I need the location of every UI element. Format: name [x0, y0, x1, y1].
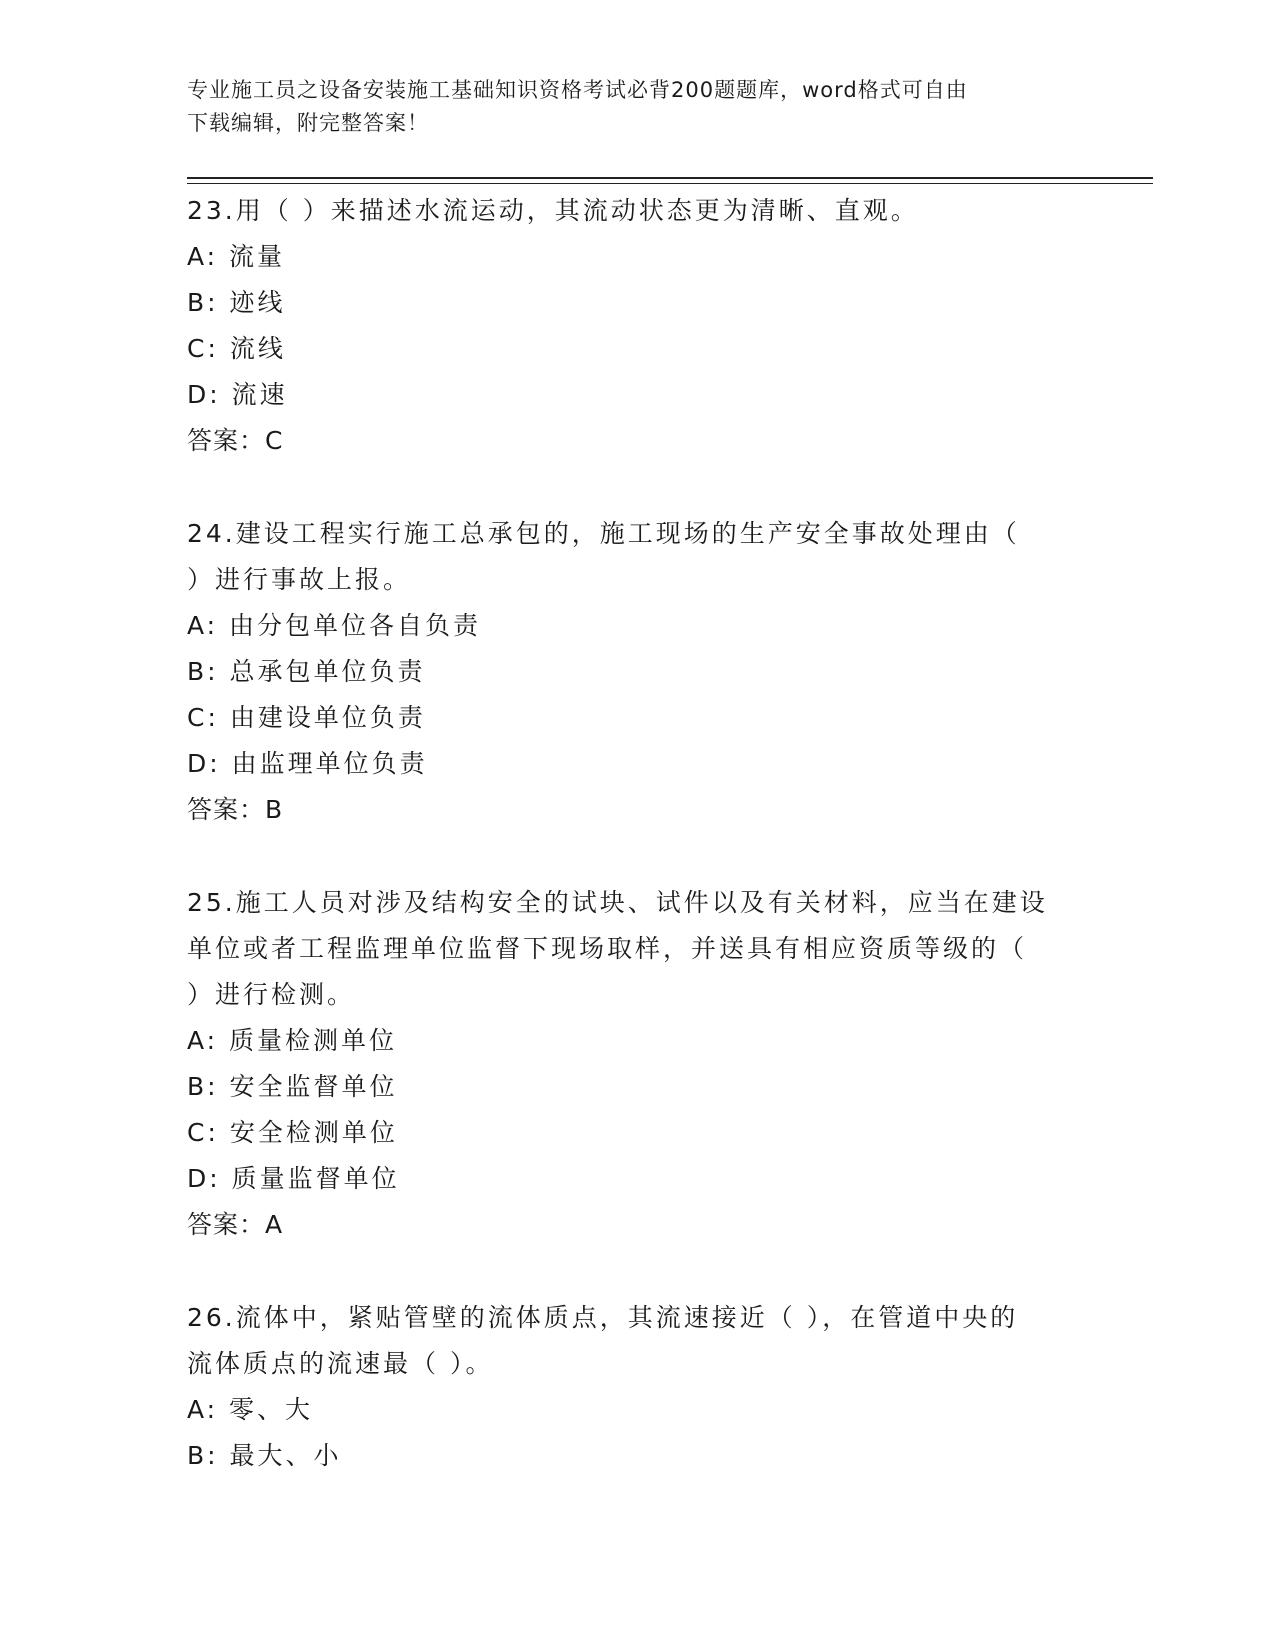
option-c: C: 安全检测单位: [187, 1118, 398, 1147]
header-divider-thick: [187, 177, 1153, 179]
question-stem-line-1: 25.施工人员对涉及结构安全的试块、试件以及有关材料，应当在建设: [187, 888, 1048, 917]
answer: 答案：B: [187, 795, 284, 824]
document-header: [187, 74, 1067, 140]
spacer: [187, 1248, 1087, 1295]
option-d: D: 由监理单位负责: [187, 749, 428, 778]
header-line-2: 下载编辑，附完整答案！: [187, 111, 429, 135]
question-stem: 23.用（ ）来描述水流运动，其流动状态更为清晰、直观。: [187, 196, 919, 225]
question-23: [187, 188, 1087, 464]
option-c: C: 流线: [187, 334, 286, 363]
header-line-1: 专业施工员之设备安装施工基础知识资格考试必背200题题库，word格式可自由: [187, 78, 968, 102]
header-divider-thin: [187, 183, 1153, 184]
option-a: A: 由分包单位各自负责: [187, 611, 482, 640]
question-26: [187, 1295, 1087, 1479]
option-d: D: 流速: [187, 380, 288, 409]
answer: 答案：C: [187, 426, 284, 455]
spacer: [187, 833, 1087, 880]
option-b: B: 总承包单位负责: [187, 657, 426, 686]
question-24: [187, 511, 1087, 833]
option-a: A: 流量: [187, 242, 286, 271]
question-stem-line-2: 流体质点的流速最（ ）。: [187, 1349, 494, 1378]
option-a: A: 零、大: [187, 1395, 314, 1424]
question-stem-line-1: 26.流体中，紧贴管壁的流体质点，其流速接近（ ），在管道中央的: [187, 1303, 1019, 1332]
spacer: [187, 464, 1087, 511]
question-stem-line-3: ）进行检测。: [187, 980, 356, 1009]
question-25: [187, 880, 1087, 1248]
question-stem-line-2: ）进行事故上报。: [187, 565, 412, 594]
option-b: B: 迹线: [187, 288, 286, 317]
question-list: [187, 188, 1087, 1479]
question-stem-line-2: 单位或者工程监理单位监督下现场取样，并送具有相应资质等级的（: [187, 934, 1028, 963]
question-stem-line-1: 24.建设工程实行施工总承包的，施工现场的生产安全事故处理由（: [187, 519, 1020, 548]
option-c: C: 由建设单位负责: [187, 703, 426, 732]
option-a: A: 质量检测单位: [187, 1026, 398, 1055]
option-b: B: 安全监督单位: [187, 1072, 398, 1101]
option-d: D: 质量监督单位: [187, 1164, 400, 1193]
answer: 答案：A: [187, 1210, 284, 1239]
option-b: B: 最大、小: [187, 1441, 342, 1470]
